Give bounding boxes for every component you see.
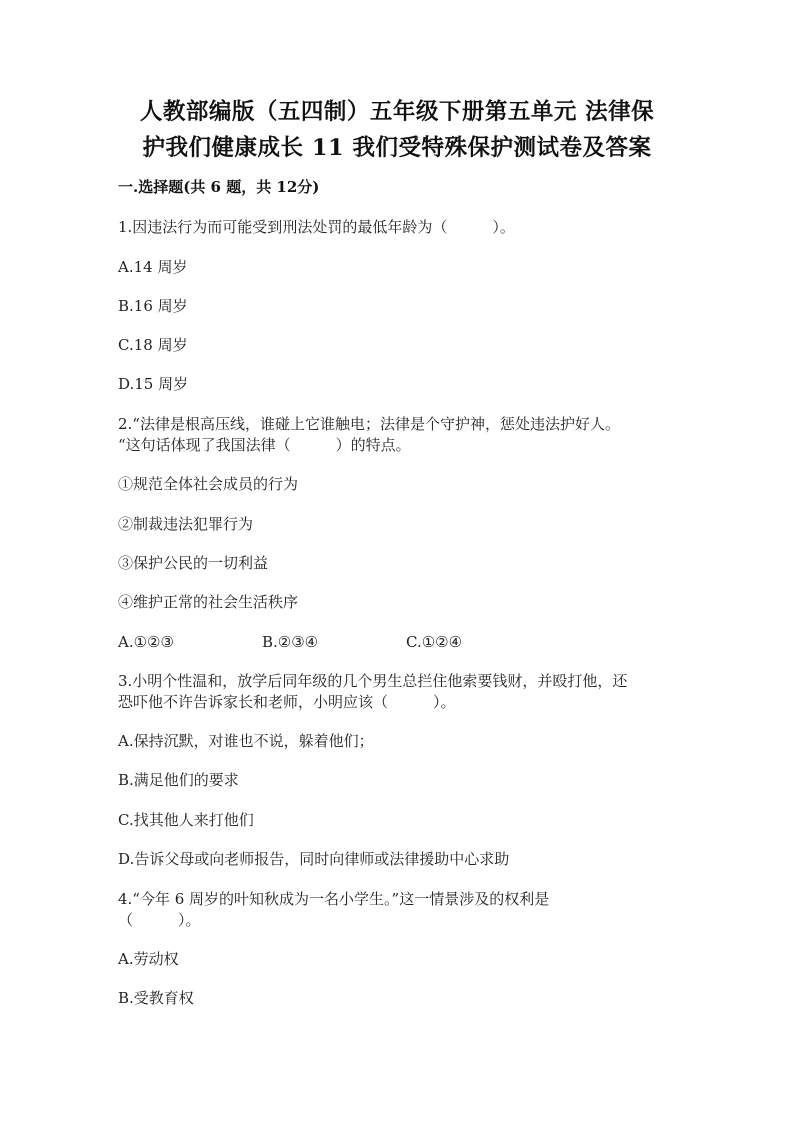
question-2-option-a: A.①②③ bbox=[118, 633, 174, 651]
question-4-stem-line-2: （ ）。 bbox=[118, 911, 201, 929]
question-1-option-a: A.14 周岁 bbox=[118, 258, 188, 276]
question-1-option-b: B.16 周岁 bbox=[118, 297, 188, 315]
question-2-stem-line-2: “这句话体现了我国法律（ ）的特点。 bbox=[118, 436, 411, 454]
question-1-option-c: C.18 周岁 bbox=[118, 336, 188, 354]
question-3-stem-line-1: 3.小明个性温和，放学后同年级的几个男生总拦住他索要钱财，并殴打他，还 bbox=[118, 672, 628, 690]
question-4-stem-line-1: 4.“今年 6 周岁的叶知秋成为一名小学生。”这一情景涉及的权利是 bbox=[118, 890, 550, 908]
question-3-option-c: C.找其他人来打他们 bbox=[118, 811, 254, 829]
page-title-line-1: 人教部编版（五四制）五年级下册第五单元 法律保 bbox=[139, 99, 655, 125]
question-2-option-c: C.①②④ bbox=[406, 633, 463, 651]
question-2-stem-line-1: 2.“法律是根高压线，谁碰上它谁触电；法律是个守护神，惩处违法护好人。 bbox=[118, 415, 620, 433]
section-heading: 一.选择题(共 6 题，共 12分) bbox=[118, 178, 320, 196]
question-1-option-d: D.15 周岁 bbox=[118, 375, 189, 393]
question-2-statement-4: ④维护正常的社会生活秩序 bbox=[118, 593, 299, 611]
question-3-option-b: B.满足他们的要求 bbox=[118, 771, 239, 789]
question-4-option-b: B.受教育权 bbox=[118, 989, 194, 1007]
question-3-option-a: A.保持沉默，对谁也不说，躲着他们； bbox=[118, 732, 374, 750]
question-2-option-b: B.②③④ bbox=[262, 633, 319, 651]
question-3-stem-line-2: 恐吓他不许告诉家长和老师，小明应该（ ）。 bbox=[118, 693, 456, 711]
page-title-line-2: 护我们健康成长 11 我们受特殊保护测试卷及答案 bbox=[142, 135, 652, 161]
question-4-option-a: A.劳动权 bbox=[118, 950, 179, 968]
question-1-stem: 1.因违法行为而可能受到刑法处罚的最低年龄为（ ）。 bbox=[118, 218, 515, 236]
question-2-statement-3: ③保护公民的一切利益 bbox=[118, 554, 269, 572]
question-2-statement-1: ①规范全体社会成员的行为 bbox=[118, 475, 299, 493]
question-2-statement-2: ②制裁违法犯罪行为 bbox=[118, 515, 254, 533]
question-3-option-d: D.告诉父母或向老师报告，同时向律师或法律援助中心求助 bbox=[118, 850, 510, 868]
